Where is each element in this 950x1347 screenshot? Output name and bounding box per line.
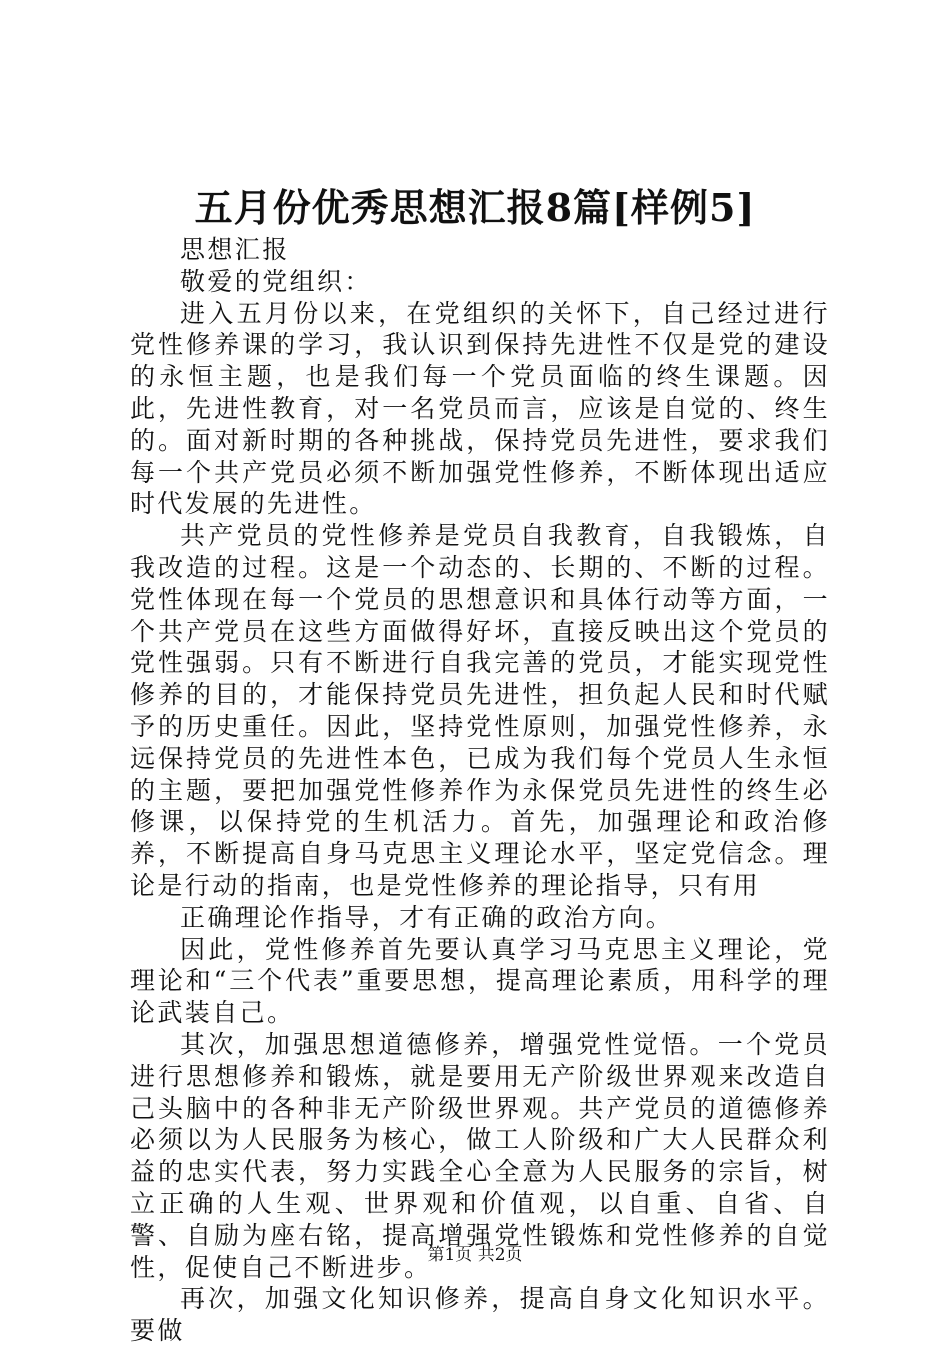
- page-number: 第1页 共2页: [427, 1245, 523, 1265]
- document-title: 五月份优秀思想汇报8篇[样例5]: [194, 185, 756, 230]
- paragraph: 正确理论作指导，才有正确的政治方向。: [180, 902, 674, 932]
- paragraph: 因此，党性修养首先要认真学习马克思主义理论，党理论和“三个代表”重要思想，提高理论素质，用科学的理论武装自己。: [130, 934, 830, 1028]
- paragraph: 共产党员的党性修养是党员自我教育，自我锻炼，自我改造的过程。这是一个动态的、长期的、不断的过程。党性体现在每一个党员的思想意识和具体行动等方面，一个共产党员在这些方面做得好坏，直接反映出这个党员的党性强弱。只有不断进行自我完善的党员，才能实现党性修养的目的，才能保持党员先进性，担负起人民和时代赋予的历史重任。因此，坚持党性原则，加强党性修养，永远保持党员的先进性本色，已成为我们每个党员人生永恒的主题，要把加强党性修养作为永保党员先进性的终生必修课，以保持党的生机活力。首先，加强理论和政治修养，不断提高自身马克思主义理论水平，坚定党信念。理论是行动的指南，也是党性修养的理论指导，只有用: [130, 521, 830, 900]
- paragraph: 其次，加强思想道德修养，增强党性觉悟。一个党员进行思想修养和锻炼，就是要用无产阶级世界观来改造自己头脑中的各种非无产阶级世界观。共产党员的道德修养必须以为人民服务为核心，做工人阶级和广大人民群众利益的忠实代表，努力实践全心全意为人民服务的宗旨，树立正确的人生观、世界观和价值观，以自重、自省、自警、自励为座右铭，提高增强党性锻炼和党性修养的自觉性，促使自己不断进步。: [130, 1029, 830, 1282]
- paragraph-heading: 思想汇报: [180, 235, 290, 264]
- paragraph: 再次，加强文化知识修养，提高自身文化知识水平。要做: [130, 1284, 830, 1346]
- paragraph: 进入五月份以来，在党组织的关怀下，自己经过进行党性修养课的学习，我认识到保持先进性不仅是党的建设的永恒主题，也是我们每一个党员面临的终生课题。因此，先进性教育，对一名党员而言，应该是自觉的、终生的。面对新时期的各种挑战，保持党员先进性，要求我们每一个共产党员必须不断加强党性修养，不断体现出适应时代发展的先进性。: [130, 298, 830, 519]
- paragraph-salutation: 敬爱的党组织：: [180, 266, 372, 296]
- document-body: [130, 234, 830, 1347]
